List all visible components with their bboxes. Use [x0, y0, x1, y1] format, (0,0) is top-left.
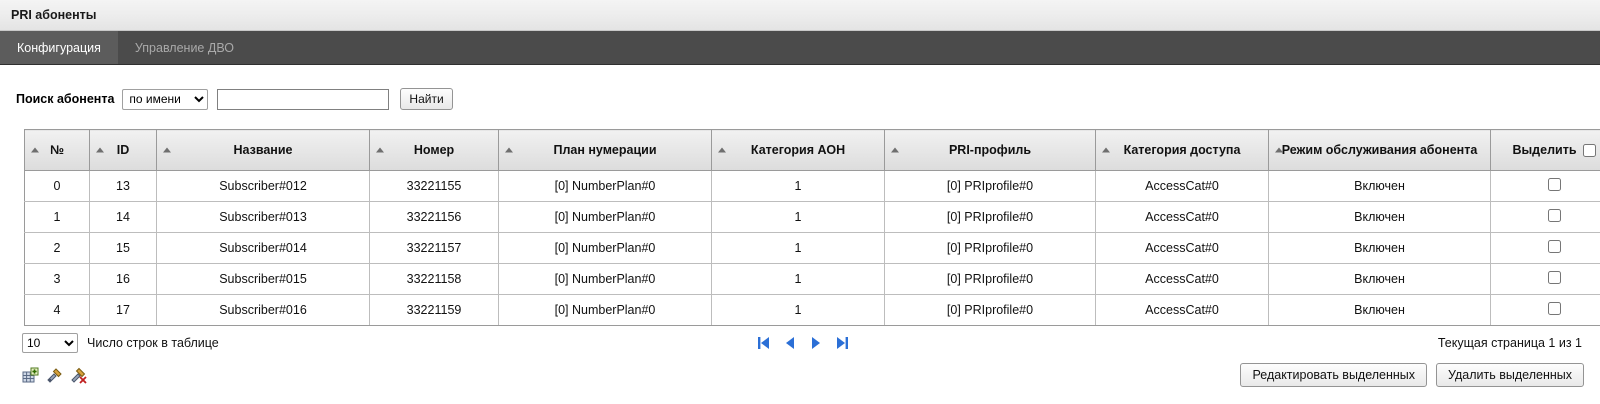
tab-bar — [0, 31, 1600, 65]
column-header-plan[interactable] — [499, 130, 712, 171]
column-header-label: Выделить — [1512, 143, 1577, 157]
rows-per-page-select[interactable] — [22, 333, 78, 353]
cell-number: 33221157 — [370, 233, 499, 264]
row-select-checkbox[interactable] — [1548, 302, 1561, 315]
cell-plan: [0] NumberPlan#0 — [499, 171, 712, 202]
sort-asc-icon — [1275, 148, 1283, 153]
cell-id: 14 — [90, 202, 157, 233]
search-input[interactable] — [217, 89, 389, 110]
table-header-row — [25, 130, 1600, 171]
cell-name: Subscriber#012 — [157, 171, 370, 202]
cell-aon: 1 — [712, 264, 885, 295]
row-select-checkbox[interactable] — [1548, 178, 1561, 191]
cell-service-mode: Включен — [1269, 295, 1491, 326]
pagination-controls — [756, 336, 850, 351]
delete-selected-button[interactable]: Удалить выделенных — [1436, 363, 1584, 387]
first-page-icon[interactable] — [756, 336, 772, 351]
cell-select — [1491, 202, 1600, 233]
row-select-checkbox[interactable] — [1548, 240, 1561, 253]
window-titlebar — [0, 0, 1600, 31]
cell-select — [1491, 295, 1600, 326]
sort-asc-icon — [1102, 148, 1110, 153]
tab-label: Управление ДВО — [134, 40, 234, 55]
table-row[interactable] — [25, 233, 1600, 264]
page-status-label: Текущая страница 1 из 1 — [1437, 336, 1582, 350]
cell-access-category: AccessCat#0 — [1096, 202, 1269, 233]
table-row[interactable] — [25, 295, 1600, 326]
delete-tools-icon[interactable] — [70, 367, 87, 384]
table-head — [25, 130, 1600, 171]
sort-asc-icon — [31, 148, 39, 153]
cell-access-category: AccessCat#0 — [1096, 264, 1269, 295]
sort-asc-icon — [505, 148, 513, 153]
cell-number: 33221159 — [370, 295, 499, 326]
cell-number: 33221155 — [370, 171, 499, 202]
cell-num: 2 — [25, 233, 90, 264]
cell-service-mode: Включен — [1269, 264, 1491, 295]
last-page-icon[interactable] — [834, 336, 850, 351]
subscribers-table-container — [24, 129, 1584, 326]
column-header-number[interactable] — [370, 130, 499, 171]
cell-number: 33221158 — [370, 264, 499, 295]
cell-select — [1491, 233, 1600, 264]
cell-name: Subscriber#015 — [157, 264, 370, 295]
column-header-label: Категория доступа — [1123, 143, 1241, 157]
cell-aon: 1 — [712, 295, 885, 326]
search-label: Поиск абонента — [16, 92, 115, 106]
column-header-label: ID — [116, 143, 130, 157]
sort-asc-icon — [96, 148, 104, 153]
find-button[interactable]: Найти — [400, 88, 452, 110]
cell-num: 1 — [25, 202, 90, 233]
rows-per-page-label: Число строк в таблице — [87, 336, 219, 350]
cell-plan: [0] NumberPlan#0 — [499, 264, 712, 295]
column-header-access-category[interactable] — [1096, 130, 1269, 171]
cell-access-category: AccessCat#0 — [1096, 171, 1269, 202]
table-row[interactable] — [25, 264, 1600, 295]
cell-num: 0 — [25, 171, 90, 202]
cell-aon: 1 — [712, 202, 885, 233]
cell-name: Subscriber#016 — [157, 295, 370, 326]
select-all-checkbox[interactable] — [1583, 144, 1596, 157]
page-title: PRI абоненты — [11, 8, 97, 22]
column-header-name[interactable] — [157, 130, 370, 171]
cell-number: 33221156 — [370, 202, 499, 233]
bottom-buttons — [1240, 363, 1584, 387]
cell-num: 3 — [25, 264, 90, 295]
cell-pri-profile: [0] PRIprofile#0 — [885, 171, 1096, 202]
next-page-icon[interactable] — [808, 336, 824, 351]
add-subscriber-icon[interactable] — [22, 367, 39, 384]
cell-id: 17 — [90, 295, 157, 326]
action-icon-group — [22, 367, 87, 384]
tab-upravlenie-dvo[interactable] — [118, 31, 251, 64]
cell-pri-profile: [0] PRIprofile#0 — [885, 264, 1096, 295]
table-row[interactable] — [25, 171, 1600, 202]
cell-plan: [0] NumberPlan#0 — [499, 233, 712, 264]
tools-icon[interactable] — [46, 367, 63, 384]
sort-asc-icon — [376, 148, 384, 153]
column-header-aon[interactable] — [712, 130, 885, 171]
search-bar — [0, 65, 1600, 114]
column-header-pri-profile[interactable] — [885, 130, 1096, 171]
cell-name: Subscriber#013 — [157, 202, 370, 233]
cell-aon: 1 — [712, 171, 885, 202]
edit-selected-button[interactable]: Редактировать выделенных — [1240, 363, 1427, 387]
sort-asc-icon — [891, 148, 899, 153]
cell-service-mode: Включен — [1269, 171, 1491, 202]
column-header-label: PRI-профиль — [948, 143, 1032, 157]
cell-name: Subscriber#014 — [157, 233, 370, 264]
bottom-action-bar — [22, 362, 1584, 388]
cell-pri-profile: [0] PRIprofile#0 — [885, 202, 1096, 233]
tab-label: Конфигурация — [17, 40, 101, 55]
cell-select — [1491, 264, 1600, 295]
prev-page-icon[interactable] — [782, 336, 798, 351]
cell-service-mode: Включен — [1269, 202, 1491, 233]
tab-konfiguraciya[interactable] — [0, 31, 118, 64]
cell-service-mode: Включен — [1269, 233, 1491, 264]
sort-asc-icon — [718, 148, 726, 153]
table-body — [25, 171, 1600, 326]
cell-pri-profile: [0] PRIprofile#0 — [885, 295, 1096, 326]
column-header-label: Название — [233, 143, 293, 157]
cell-pri-profile: [0] PRIprofile#0 — [885, 233, 1096, 264]
cell-id: 16 — [90, 264, 157, 295]
column-header-label: Режим обслуживания абонента — [1281, 143, 1478, 157]
column-header-select — [1491, 130, 1600, 171]
cell-plan: [0] NumberPlan#0 — [499, 295, 712, 326]
cell-plan: [0] NumberPlan#0 — [499, 202, 712, 233]
table-footer — [22, 330, 1584, 356]
cell-num: 4 — [25, 295, 90, 326]
cell-access-category: AccessCat#0 — [1096, 233, 1269, 264]
column-header-id[interactable] — [90, 130, 157, 171]
column-header-label: Номер — [413, 143, 455, 157]
cell-aon: 1 — [712, 233, 885, 264]
row-select-checkbox[interactable] — [1548, 209, 1561, 222]
sort-asc-icon — [163, 148, 171, 153]
row-select-checkbox[interactable] — [1548, 271, 1561, 284]
column-header-num[interactable] — [25, 130, 90, 171]
column-header-label: План нумерации — [553, 143, 657, 157]
search-mode-select[interactable] — [122, 89, 208, 110]
cell-select — [1491, 171, 1600, 202]
cell-id: 13 — [90, 171, 157, 202]
column-header-service-mode[interactable] — [1269, 130, 1491, 171]
column-header-label: Категория АОН — [750, 143, 846, 157]
table-row[interactable] — [25, 202, 1600, 233]
column-header-label: № — [50, 143, 64, 157]
cell-access-category: AccessCat#0 — [1096, 295, 1269, 326]
cell-id: 15 — [90, 233, 157, 264]
subscribers-table — [24, 129, 1600, 326]
